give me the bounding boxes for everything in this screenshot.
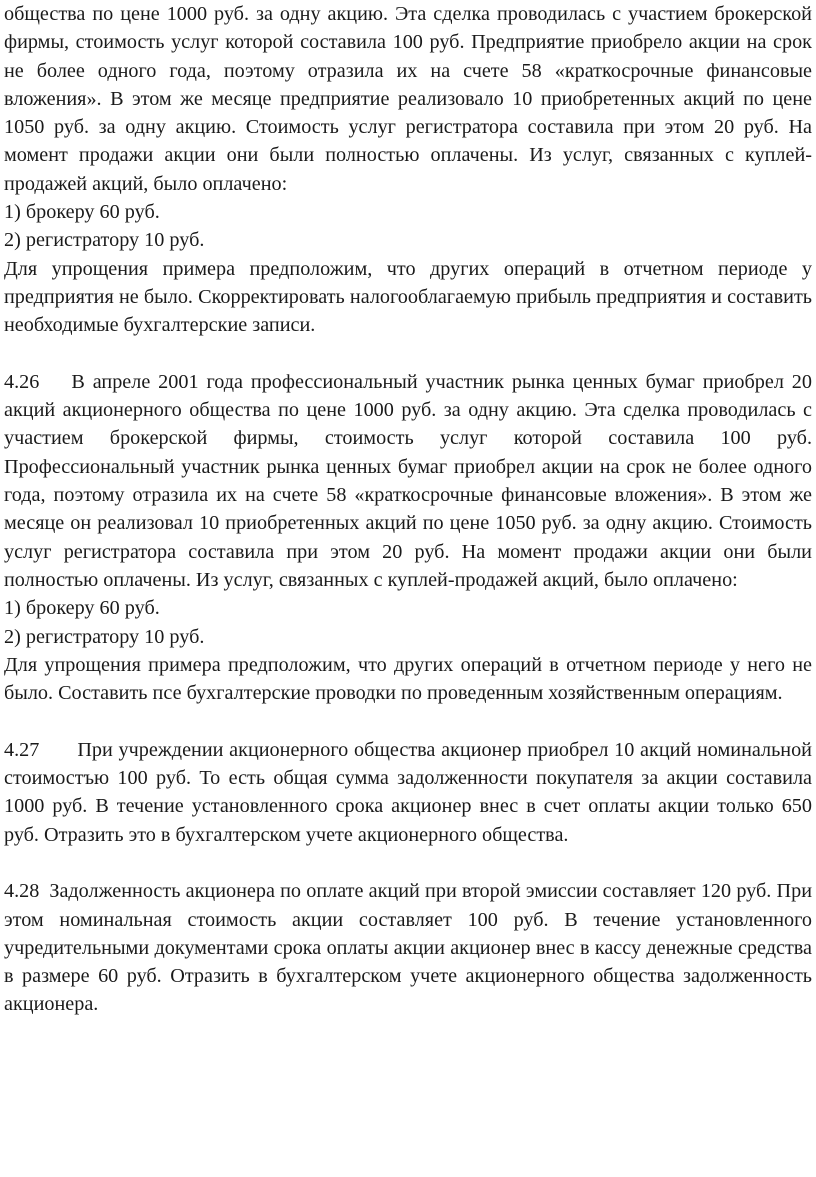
list-item-registrar: 2) регистратору 10 руб. [4,229,205,252]
paragraph-assumption: Для упрощения примера предположим, что других операций в отчетном периоде у него не было. Составить псе бухгалтерские проводки по проведенным хозяйственным операциям. [4,653,812,705]
paragraph-gap [4,340,812,368]
task-text: В апреле 2001 года профессиональный участник рынка ценных бумаг приобрел 20 акций акционерного общества по цене 1000 руб. за одну акцию. Эта сделка проводилась с участием брокерской фирмы, стоимость услуг которой составила 100 руб. Профессиональный участник рынка ценных бумаг приобрел акции на срок не более одного года, поэтому отразила их на счете 58 «краткосрочные финансовые вложения». В этом же месяце он реализовал 10 приобретенных акций по цене 1050 руб. за одну акцию. Стоимость услуг регистратора составила при этом 20 руб. На момент продажи акции они были полностью оплачены. Из услуг, связанных с куплей-продажей акций, было оплачено: [4,370,812,591]
task-number: 4.26 [4,370,40,393]
list-item-registrar: 2) регистратору 10 руб. [4,625,205,648]
paragraph-intro: общества по цене 1000 руб. за одну акцию. Эта сделка проводилась с участием брокерской фирмы, стоимость услуг которой составила 100 руб. Предприятие приобрело акции на срок не более одного года, поэтому отразила их на счете 58 «краткосрочные финансовые вложения». В этом же месяце предприятие реализовало 10 приобретенных акций по цене 1050 руб. за одну акцию. Стоимость услуг регистратора составила при этом 20 руб. На момент продажи акции они были полностью оплачены. Из услуг, связанных с куплей-продажей акций, было оплачено: [4,3,812,195]
list-item-broker: 1) брокеру 60 руб. [4,597,160,620]
paragraph-gap [4,707,812,735]
task-number: 4.28 [4,880,40,903]
task-4-27 [4,736,812,849]
list-item-broker: 1) брокеру 60 руб. [4,201,160,224]
task-number: 4.27 [4,738,40,761]
task-text: Задолженность акционера по оплате акций при второй эмиссии составляет 120 руб. При этом номинальная стоимость акции составляет 100 руб. В течение установленного учредительными документами срока оплаты акции акционер внес в кассу денежные средства в размере 60 руб. Отразить в бухгалтерском учете акционерного общества задолженность акционера. [4,880,812,1016]
task-4-28 [4,877,812,1018]
paragraph-assumption: Для упрощения примера предположим, что других операций в отчетном периоде у предприятия не было. Скорректировать налогооблагаемую прибыль предприятия и составить необходимые бухгалтерские записи. [4,257,812,337]
document-page [4,0,812,1019]
paragraph-gap [4,849,812,877]
task-4-26 [4,368,812,594]
task-text: При учреждении акционерного общества акционер приобрел 10 акций номинальной стоимостъю 100 руб. То есть общая сумма задолженности покупателя за акции составила 1000 руб. В течение установленного срока акционер внес в счет оплаты акции только 650 руб. Отразить это в бухгалтерском учете акционерного общества. [4,738,812,846]
